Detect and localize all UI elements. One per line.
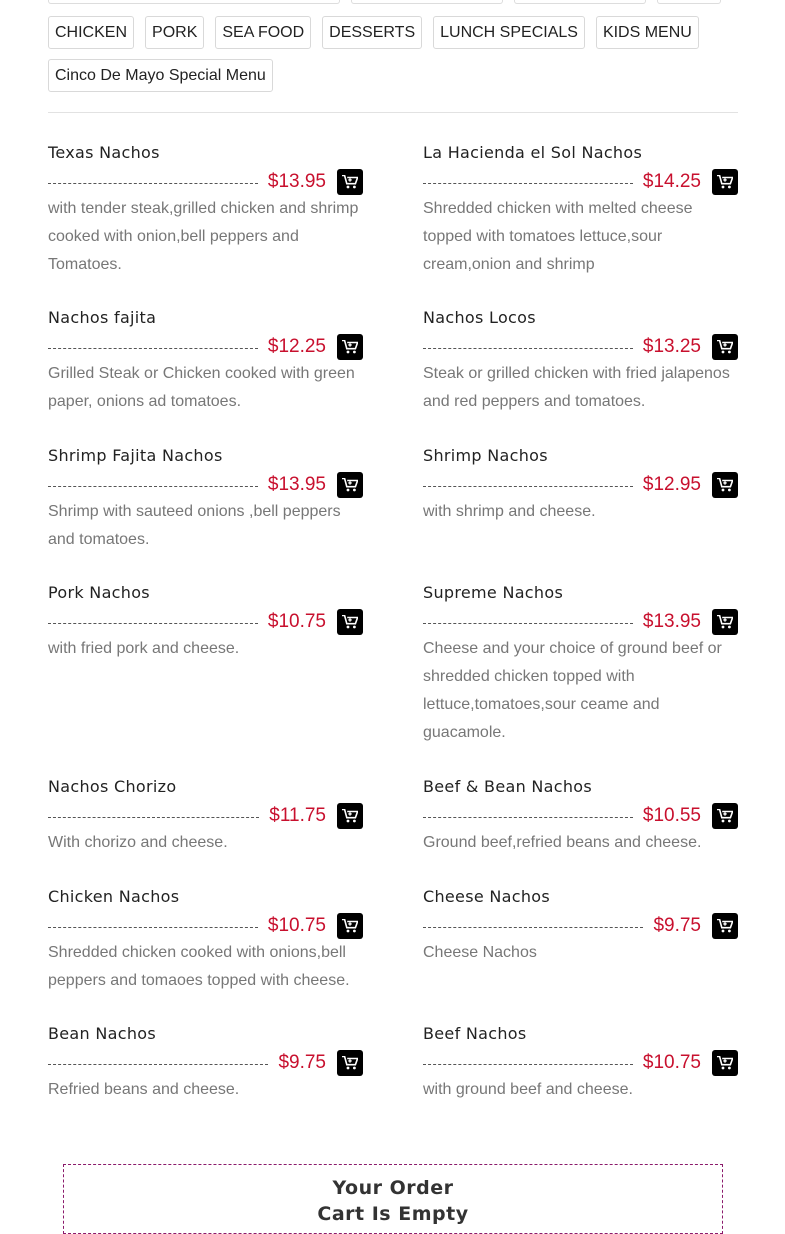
- add-to-cart-button[interactable]: [712, 472, 738, 498]
- menu-item-description: Refried beans and cheese.: [48, 1081, 240, 1098]
- add-to-cart-icon: [342, 175, 358, 189]
- menu-item-price-row: [48, 334, 363, 360]
- add-to-cart-icon: [717, 809, 733, 823]
- category-lunch-specials[interactable]: LUNCH SPECIALS: [433, 16, 585, 49]
- category-cinco-de-mayo[interactable]: Cinco De Mayo Special Menu: [48, 59, 273, 92]
- menu-item-name: Supreme Nachos: [423, 583, 564, 602]
- menu-item-price: $13.95: [642, 611, 701, 632]
- menu-item: [48, 1023, 363, 1104]
- add-to-cart-icon: [342, 340, 358, 354]
- add-to-cart-icon: [342, 1056, 358, 1070]
- add-to-cart-icon: [717, 340, 733, 354]
- menu-item-price-row: [423, 472, 738, 498]
- add-to-cart-button[interactable]: [337, 609, 363, 635]
- add-to-cart-icon: [342, 478, 358, 492]
- menu-item-description: with fried pork and cheese.: [48, 640, 240, 657]
- menu-item-name: Nachos fajita: [48, 308, 157, 327]
- menu-item: [48, 582, 363, 663]
- menu-item-price-row: [48, 1050, 363, 1076]
- menu-item-price-row: [48, 803, 363, 829]
- menu-item: [423, 142, 738, 279]
- add-to-cart-icon: [342, 809, 358, 823]
- menu-item-price: $14.25: [642, 171, 701, 192]
- menu-item-description: with ground beef and cheese.: [423, 1081, 633, 1098]
- menu-item-price: $10.75: [642, 1052, 701, 1073]
- menu-item-description: Shrimp with sauteed onions ,bell peppers and tomatoes.: [48, 503, 341, 548]
- add-to-cart-icon: [342, 615, 358, 629]
- menu-item-description: Cheese and your choice of ground beef or shredded chicken topped with lettuce,tomatoes,sour ceame and guacamole.: [423, 640, 722, 741]
- menu-item-name: Shrimp Fajita Nachos: [48, 446, 223, 465]
- menu-item: [48, 445, 363, 554]
- menu-item-price-row: [423, 913, 738, 939]
- add-to-cart-button[interactable]: [337, 334, 363, 360]
- add-to-cart-icon: [717, 919, 733, 933]
- menu-item-name: Bean Nachos: [48, 1024, 156, 1043]
- menu-item-name: Chicken Nachos: [48, 887, 180, 906]
- menu-item-price-row: [48, 472, 363, 498]
- category-button-partial[interactable]: [657, 0, 721, 4]
- cart-status: Cart Is Empty: [317, 1203, 469, 1225]
- dotted-leader: [423, 486, 633, 487]
- dotted-leader: [423, 623, 633, 624]
- add-to-cart-button[interactable]: [337, 913, 363, 939]
- menu-item-name: Cheese Nachos: [423, 887, 551, 906]
- category-button-partial[interactable]: [514, 0, 646, 4]
- menu-item-price-row: [48, 609, 363, 635]
- menu-item-price: $11.75: [269, 805, 326, 826]
- section-divider: [48, 112, 738, 113]
- add-to-cart-icon: [717, 615, 733, 629]
- menu-item-description: Grilled Steak or Chicken cooked with green paper, onions ad tomatoes.: [48, 365, 355, 410]
- category-tabs: [48, 16, 699, 49]
- menu-item-description: with shrimp and cheese.: [423, 503, 596, 520]
- menu-item-price-row: [48, 913, 363, 939]
- add-to-cart-button[interactable]: [337, 1050, 363, 1076]
- menu-item-name: Nachos Chorizo: [48, 777, 177, 796]
- menu-item-price: $10.55: [642, 805, 701, 826]
- add-to-cart-button[interactable]: [337, 803, 363, 829]
- add-to-cart-button[interactable]: [712, 1050, 738, 1076]
- menu-item-price: $13.95: [267, 474, 326, 495]
- menu-item-description: Cheese Nachos: [423, 944, 537, 961]
- menu-item-price: $12.25: [267, 336, 326, 357]
- menu-item-name: Shrimp Nachos: [423, 446, 548, 465]
- menu-item: [423, 307, 738, 416]
- menu-item-description: With chorizo and cheese.: [48, 834, 228, 851]
- dotted-leader: [48, 183, 258, 184]
- menu-item-description: Shredded chicken cooked with onions,bell peppers and tomaoes topped with cheese.: [48, 944, 350, 989]
- category-sea-food[interactable]: SEA FOOD: [215, 16, 311, 49]
- menu-item: [48, 886, 363, 995]
- menu-item-price-row: [423, 609, 738, 635]
- menu-item-name: Beef & Bean Nachos: [423, 777, 593, 796]
- menu-item-name: La Hacienda el Sol Nachos: [423, 143, 643, 162]
- category-kids-menu[interactable]: KIDS MENU: [596, 16, 699, 49]
- menu-item-name: Texas Nachos: [48, 143, 160, 162]
- menu-item: [423, 445, 738, 526]
- add-to-cart-button[interactable]: [337, 472, 363, 498]
- dotted-leader: [423, 927, 643, 928]
- menu-item-description: Ground beef,refried beans and cheese.: [423, 834, 702, 851]
- add-to-cart-icon: [717, 1056, 733, 1070]
- menu-item: [423, 886, 738, 967]
- order-summary: [63, 1164, 723, 1234]
- menu-item-description: with tender steak,grilled chicken and shrimp cooked with onion,bell peppers and Tomatoes.: [48, 200, 359, 273]
- dotted-leader: [423, 348, 633, 349]
- add-to-cart-button[interactable]: [712, 803, 738, 829]
- add-to-cart-button[interactable]: [712, 913, 738, 939]
- dotted-leader: [423, 183, 633, 184]
- category-button-partial[interactable]: [48, 0, 340, 4]
- menu-item-price: $9.75: [278, 1052, 326, 1073]
- menu-item: [48, 776, 363, 857]
- add-to-cart-icon: [342, 919, 358, 933]
- dotted-leader: [423, 817, 633, 818]
- dotted-leader: [48, 623, 258, 624]
- menu-item-price: $10.75: [267, 915, 326, 936]
- dotted-leader: [48, 348, 258, 349]
- dotted-leader: [48, 1064, 268, 1065]
- menu-item: [423, 1023, 738, 1104]
- category-tabs-row2: [48, 59, 273, 92]
- menu-item-price: $9.75: [653, 915, 701, 936]
- menu-item-price: $10.75: [267, 611, 326, 632]
- menu-item-name: Beef Nachos: [423, 1024, 527, 1043]
- menu-item-price: $13.95: [267, 171, 326, 192]
- add-to-cart-icon: [717, 175, 733, 189]
- menu-item: [48, 307, 363, 416]
- menu-item-price-row: [423, 1050, 738, 1076]
- menu-item-price: $13.25: [642, 336, 701, 357]
- menu-item-price-row: [423, 169, 738, 195]
- category-button-partial[interactable]: [351, 0, 503, 4]
- add-to-cart-button[interactable]: [712, 609, 738, 635]
- menu-item-name: Pork Nachos: [48, 583, 150, 602]
- category-desserts[interactable]: DESSERTS: [322, 16, 422, 49]
- dotted-leader: [423, 1064, 633, 1065]
- menu-item: [423, 776, 738, 857]
- menu-item-price-row: [423, 334, 738, 360]
- dotted-leader: [48, 817, 259, 818]
- order-title: Your Order: [332, 1177, 454, 1199]
- dotted-leader: [48, 927, 258, 928]
- category-chicken[interactable]: CHICKEN: [48, 16, 134, 49]
- menu-item: [48, 142, 363, 279]
- menu-item-description: Shredded chicken with melted cheese topped with tomatoes lettuce,sour cream,onion and shrimp: [423, 200, 693, 273]
- dotted-leader: [48, 486, 258, 487]
- menu-item-price-row: [48, 169, 363, 195]
- menu-item-price-row: [423, 803, 738, 829]
- add-to-cart-button[interactable]: [337, 169, 363, 195]
- menu-item-description: Steak or grilled chicken with fried jalapenos and red peppers and tomatoes.: [423, 365, 730, 410]
- add-to-cart-icon: [717, 478, 733, 492]
- category-pork[interactable]: PORK: [145, 16, 204, 49]
- add-to-cart-button[interactable]: [712, 169, 738, 195]
- menu-item: [423, 582, 738, 747]
- menu-item-name: Nachos Locos: [423, 308, 536, 327]
- add-to-cart-button[interactable]: [712, 334, 738, 360]
- menu-item-price: $12.95: [642, 474, 701, 495]
